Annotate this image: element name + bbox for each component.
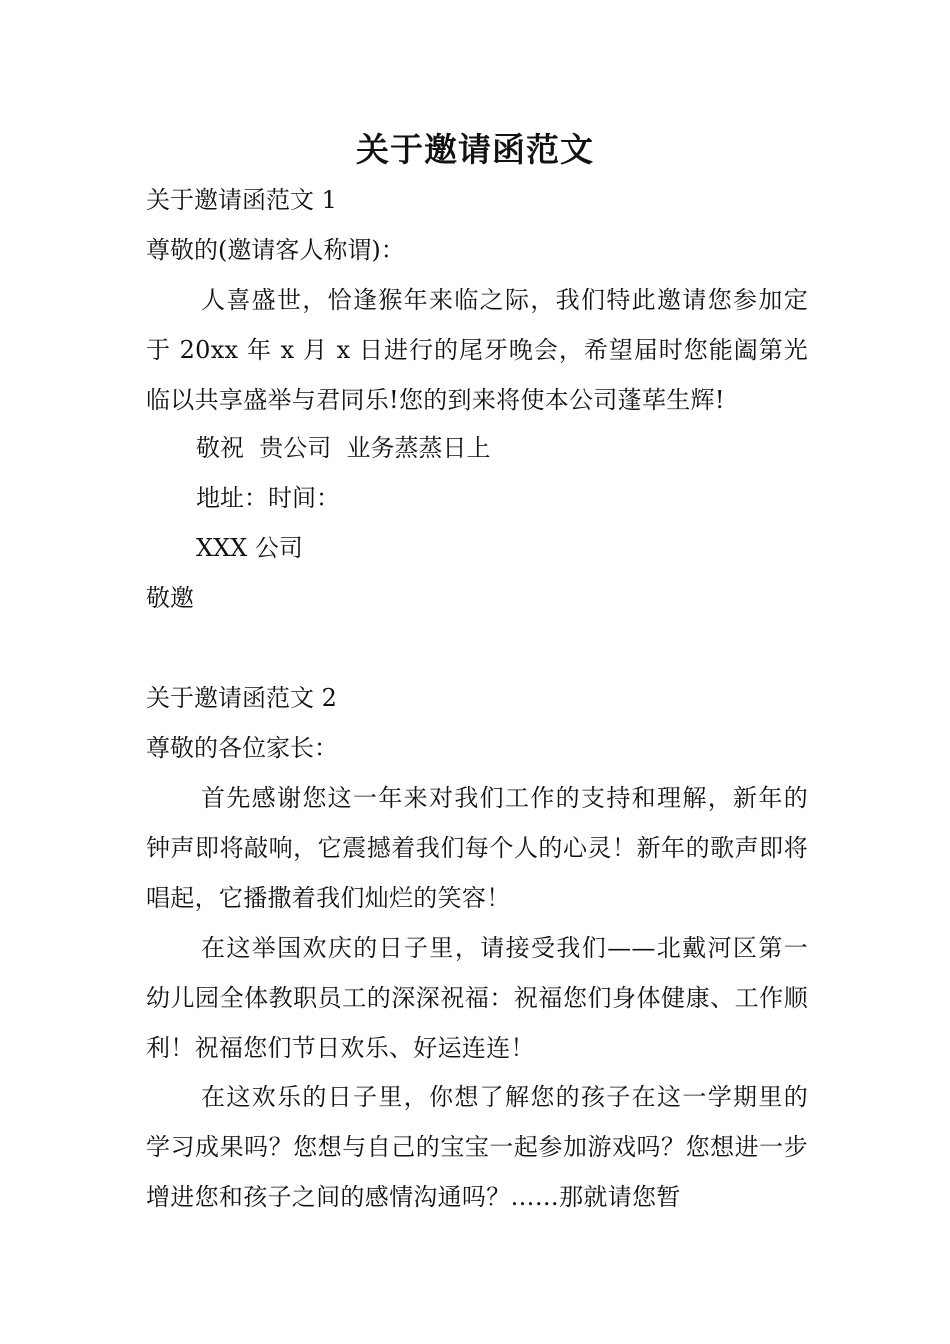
section-heading-1: 关于邀请函范文 1	[146, 186, 337, 214]
salutation-2: 尊敬的各位家长：	[146, 734, 338, 762]
letter2-paragraph-3: 在这欢乐的日子里，你想了解您的孩子在这一学期里的学习成果吗？您想与自己的宝宝一起参加游戏吗？您想进一步增进您和孩子之间的感情沟通吗？……那就请您暂	[146, 1083, 808, 1211]
letter1-body-paragraph: 人喜盛世，恰逢猴年来临之际，我们特此邀请您参加定于 20xx 年 x 月 x 日进行的尾牙晚会，希望届时您能阖第光临以共享盛举与君同乐!您的到来将使本公司蓬荜生辉!	[146, 286, 808, 414]
section-heading-2: 关于邀请函范文 2	[146, 684, 337, 712]
letter1-address-time: 地址：时间：	[196, 484, 340, 512]
letter1-closing: 敬邀	[146, 584, 194, 612]
letter2-paragraph-2: 在这举国欢庆的日子里，请接受我们——北戴河区第一幼儿园全体教职员工的深深祝福：祝福您们身体健康、工作顺利！祝福您们节日欢乐、好运连连！	[146, 934, 808, 1062]
letter1-wish: 敬祝 贵公司 业务蒸蒸日上	[196, 434, 491, 462]
letter1-company: XXX 公司	[196, 534, 303, 562]
document-title: 关于邀请函范文	[356, 130, 594, 169]
salutation-1: 尊敬的(邀请客人称谓)：	[146, 236, 405, 264]
letter2-paragraph-1: 首先感谢您这一年来对我们工作的支持和理解，新年的钟声即将敲响，它震撼着我们每个人的心灵！新年的歌声即将唱起，它播撒着我们灿烂的笑容！	[146, 784, 808, 912]
